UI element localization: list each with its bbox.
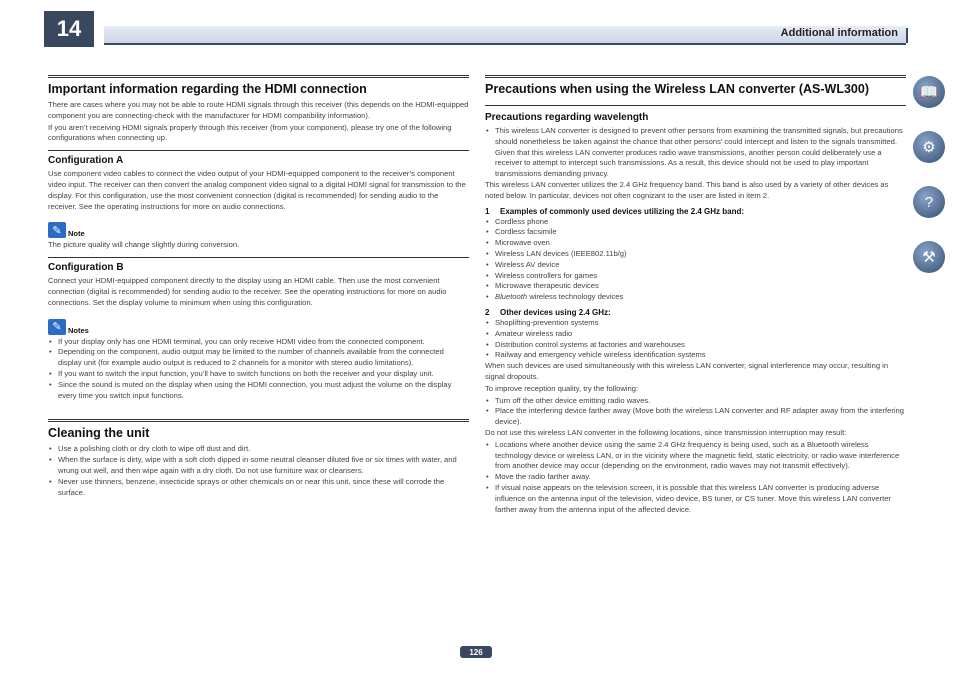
config-b-title: Configuration B [48,257,469,273]
interference-text: When such devices are used simultaneously with this wireless LAN converter, signal interference may occur, resulting in signal dropouts. [485,361,889,381]
header-bar [104,26,906,45]
remote-icon[interactable]: ⚙ [913,131,945,163]
examples-1-title: Examples of commonly used devices utilizing the 2.4 GHz band: [500,206,745,216]
note-header [48,222,469,238]
hdmi-section-title: Important information regarding the HDMI connection [48,75,469,96]
page-number: 126 [460,646,492,658]
tools-icon[interactable]: ⚒ [913,241,945,273]
chapter-number: 14 [44,11,94,47]
list-item: • Never use thinners, benzene, insecticide sprays or other chemicals on or near this unit, since these will corrode the surface. [58,477,469,499]
list-item: • Cordless phone [495,217,906,228]
list-item: • If visual noise appears on the television screen, it is possible that this wireless LAN converter is producing adverse influence on the antenna input of the television, video device, BS tuner, or CS tuner. Move this wireless LAN converter farther away from the antenna input of the affected device. [495,483,906,515]
donot-text: Do not use this wireless LAN converter in the following locations, since transmission interruption may result: [485,427,847,437]
notes-label: Notes [68,325,89,335]
list-item: • Use a polishing cloth or dry cloth to wipe off dust and dirt. [58,444,469,455]
header-rule-end [906,28,908,43]
bluetooth-text: Bluetooth [495,292,528,302]
notes-pencil-icon: ✎ [48,319,66,335]
note-pencil-icon: ✎ [48,222,66,238]
list-item: • Locations where another device using the same 2.4 GHz frequency is being used, such as a Bluetooth wireless technology device or wireless LAN, or in the vicinity where the magnetic field, static electricity, or radio wave interference from another device may occur (depending on the environment, radio waves may not transmit effectively). [495,440,906,472]
hdmi-paragraph-2: If you aren’t receiving HDMI signals properly through this receiver (from your component), please try one of the following configurations when connecting up. [48,122,452,143]
list-item: • Wireless LAN devices (IEEE802.11b/g) [495,249,906,260]
config-b-text: Connect your HDMI-equipped component directly to the display using an HDMI cable. Then use the most convenient connection (digital is recommended) for sending audio to the receiver. See the operating instructions for more on audio connections. Set the display volume to minimum when using this configuration. [48,276,447,307]
list-item: • Railway and emergency vehicle wireless identification systems [495,350,906,361]
notes-list [48,337,469,402]
list-item: • Turn off the other device emitting radio waves. [495,396,906,407]
examples-1-number: 1 [485,206,490,216]
list-item: • Shoplifting-prevention systems [495,318,906,329]
list-item: • Wireless controllers for games [495,271,906,282]
config-a-text: Use component video cables to connect the video output of your HDMI-equipped component to the receiver’s component video input. The receiver can then convert the analog component video signal to a digital HDMI signal for transmission to the display. For this configuration, use the most convenient connection (digital is recommended) for sending audio to the receiver. See the operating instructions for more on audio connections. [48,169,466,211]
list-item: • Since the sound is muted on the display when using the HDMI connection, you must adjust the volume on the display every time you switch input functions. [58,380,469,402]
improve-list [485,396,906,428]
wlan-section-title: Precautions when using the Wireless LAN converter (AS-WL300) [485,75,906,106]
list-item: • Move the radio farther away. [495,472,906,483]
examples-1-heading [485,207,906,216]
note-text: The picture quality will change slightly during conversion. [48,240,240,250]
improve-text: To improve reception quality, try the following: [485,383,639,393]
examples-2-list [485,318,906,361]
list-item: • Wireless AV device [495,260,906,271]
examples-2-number: 2 [485,307,490,317]
hdmi-paragraph-1: There are cases where you may not be able to route HDMI signals through this receiver (this depends on the HDMI-equipped component you are connecting-check with the manufacturer for HDMI compatibility information). [48,100,469,120]
wavelength-title: Precautions regarding wavelength [485,112,649,123]
donot-list [485,440,906,516]
list-item: • Microwave oven [495,238,906,249]
bluetooth-rest: wireless technology devices [527,292,624,302]
list-item: • When the surface is dirty, wipe with a soft cloth dipped in some neutral cleanser diluted five or six times with water, and wrung out well, and then wipe again with a dry cloth. Do not use furniture wax or cleansers. [58,455,469,477]
right-column [485,75,906,515]
examples-2-heading [485,308,906,317]
wavelength-list [485,126,906,180]
note-label: Note [68,229,85,239]
list-item: • Depending on the component, audio output may be limited to the number of channels available from the connected display unit (for example audio output is reduced to 2 channels for a monitor with stereo audio limitations). [58,347,469,369]
list-item: • If your display only has one HDMI terminal, you can only receive HDMI video from the connected component. [58,337,469,348]
side-navigation [913,76,945,296]
header-title: Additional information [780,27,898,39]
left-column [48,75,469,498]
list-item: • Distribution control systems at factories and warehouses [495,340,906,351]
examples-2-title: Other devices using 2.4 GHz: [500,307,611,317]
list-item: • Place the interfering device farther away (Move both the wireless LAN converter and RF adapter away from the interfering device). [495,406,906,428]
cleaning-list [48,444,469,498]
notes-header [48,319,469,335]
list-item: • Amateur wireless radio [495,329,906,340]
help-icon[interactable]: ? [913,186,945,218]
list-item: • This wireless LAN converter is designed to prevent other persons from examining the transmitted signals, but precautions should nonetheless be taken against the chance that other persons’ could intercept and listen to the signals transmitted. Given that this wireless LAN converter produces radio wave transmissions, another person could deliberately use a receiver to attempt to intercept such transmissions. As a result, this device should not be used to play important transmissions demanding privacy. [495,126,906,180]
list-item: • Microwave therapeutic devices [495,281,906,292]
list-item [495,292,906,303]
cleaning-section-title: Cleaning the unit [48,419,469,440]
book-icon[interactable]: 📖 [913,76,945,108]
list-item: • Cordless facsimile [495,227,906,238]
config-a-title: Configuration A [48,150,469,166]
band-text: This wireless LAN converter utilizes the 2.4 GHz frequency band. This band is also used by a variety of other devices as noted below. In particular, devices not often cognizant to the user are listed in item 2. [485,179,889,200]
examples-1-list [485,217,906,303]
list-item: • If you want to switch the input function, you’ll have to switch functions on both the receiver and your display unit. [58,369,469,380]
